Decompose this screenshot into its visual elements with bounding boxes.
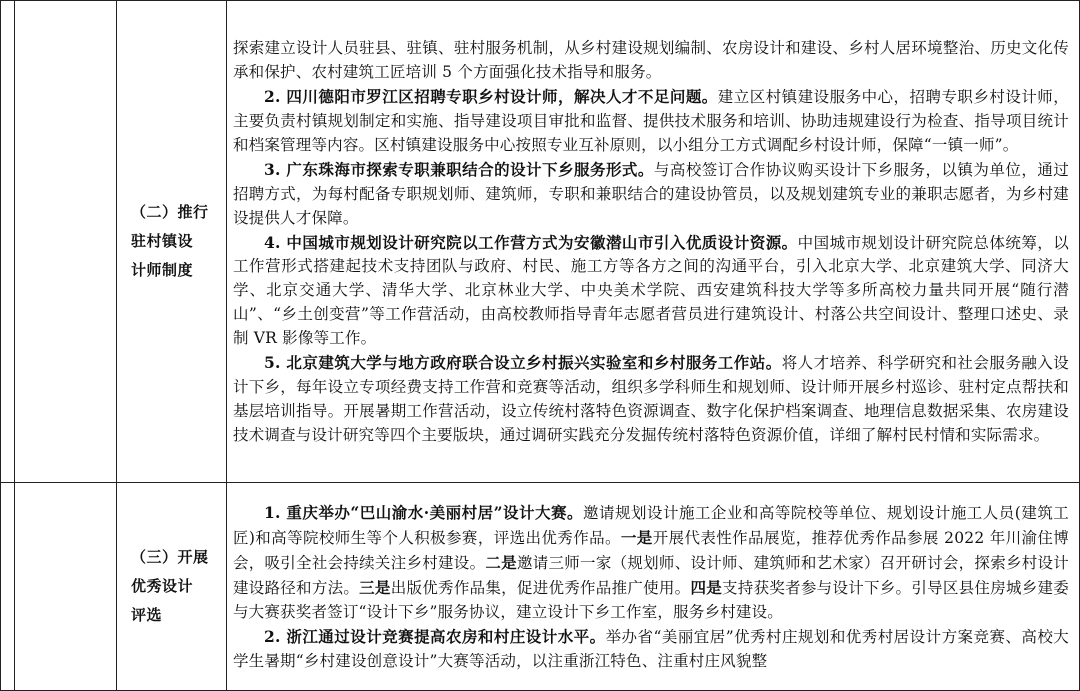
item-text: 出版优秀作品集，促进优秀作品推广使用。 <box>390 579 691 598</box>
item-lead: 5. 北京建筑大学与地方政府联合设立乡村振兴实验室和乡村服务工作站。 <box>263 353 782 373</box>
heading-line: （二）推行 <box>131 203 209 221</box>
blank-cell-a <box>1 483 15 691</box>
table-row-section-3 <box>1 483 1080 691</box>
item-lead: 1. 重庆举办“巴山渝水·美丽村居”设计大赛。 <box>263 503 583 523</box>
paragraph-item-4 <box>233 231 1069 352</box>
table-row-section-2 <box>1 1 1080 483</box>
paragraph-item-5 <box>233 351 1069 448</box>
item-lead: 4. 中国城市规划设计研究院以工作营方式为安徽潜山市引入优质设计资源。 <box>263 232 798 252</box>
item-text: 开展代表性作品展览，推荐优秀作品参展 2022 年川渝住博会，吸引全社会持续关注乡村建设。 <box>232 529 1069 573</box>
section-2-heading-cell <box>117 1 227 483</box>
heading-line: 优秀设计 <box>131 577 194 595</box>
item-text: 举办省“美丽宜居”优秀村庄规划和优秀村居设计方案竞赛、高校大学生暑期“乡村建设创意设计”大赛等活动，以注重浙江特色、注重村庄风貌整 <box>232 627 1069 670</box>
blank-cell-a <box>1 1 15 483</box>
ordinal-keyword: 三是 <box>359 578 391 598</box>
item-lead: 2. 浙江通过设计竞赛提高农房和村庄设计水平。 <box>263 626 606 646</box>
paragraph-item-1 <box>233 501 1069 625</box>
item-text: 中国城市规划设计研究院总体统筹，以工作营形式搭建起技术支持团队与政府、村民、施工方等各方之间的沟通平台，引入北京大学、北京建筑大学、同济大学、北京交通大学、清华大学、北京林业大学、中央美术学院、西安建筑科技大学等多所高校力量共同开展“随行潜山”、“乡土创变营”等工作营活动，由高校教师指导青年志愿者营员进行建筑设计、村落公共空间设计、整理口述史、录制 VR 影像等工作。 <box>232 233 1069 348</box>
paragraph-item-2 <box>233 625 1069 674</box>
item-lead: 3. 广东珠海市探索专职兼职结合的设计下乡服务形式。 <box>263 159 654 179</box>
item-text: 支持获奖者参与设计下乡。引导区县住房城乡建委与大赛获奖者签订“设计下乡”服务协议，建立设计下乡工作室，服务乡村建设。 <box>232 579 1069 621</box>
item-text: 邀请规划设计施工企业和高等院校等单位、规划设计施工人员(建筑工匠)和高等院校师生等个人积极参赛，评选出优秀作品。 <box>232 504 1070 548</box>
section-2-heading <box>131 198 220 285</box>
section-3-heading-cell <box>117 483 227 691</box>
blank-cell-b <box>15 1 117 483</box>
paragraph-intro: 探索建立设计人员驻县、驻镇、驻村服务机制，从乡村建设规划编制、农房设计和建设、乡村人居环境整治、历史文化传承和保护、农村建筑工匠培训 5 个方面强化技术指导和服务。 <box>232 39 1069 82</box>
item-lead: 2. 四川德阳市罗江区招聘专职乡村设计师，解决人才不足问题。 <box>263 87 718 107</box>
heading-line: 驻村镇设 <box>131 232 194 250</box>
heading-line: （三）开展 <box>131 548 209 566</box>
item-text: 将人才培养、科学研究和社会服务融入设计下乡，每年设立专项经费支持工作营和竞赛等活动，组织多学科师生和规划师、设计师开展乡村巡诊、驻村定点帮扶和基层培训指导。开展暑期工作营活动，设立传统村落特色资源调查、数字化保护档案调查、地理信息数据采集、农房建设技术调查与设计研究等四个主要版块，通过调研实践充分发掘传统村落特色资源价值，详细了解村民村情和实际需求。 <box>232 354 1069 444</box>
section-3-body-cell <box>226 483 1079 691</box>
ordinal-keyword: 四是 <box>690 578 723 598</box>
item-text: 建立区村镇建设服务中心，招聘专职乡村设计师，主要负责村镇规划制定和实施、指导建设项目审批和监督、提供技术服务和培训、协助违规建设行为检查、指导项目统计和档案管理等内容。区村镇建设服务中心按照专业互补原则，以小组分工方式调配乡村设计师，保障“一镇一师”。 <box>232 88 1069 154</box>
paragraph-item-2 <box>233 85 1069 158</box>
section-3-heading <box>131 543 220 630</box>
ordinal-keyword: 一是 <box>620 528 653 548</box>
item-text: 与高校签订合作协议购买设计下乡服务，以镇为单位，通过招聘方式，为每村配备专职规划师、建筑师，专职和兼职结合的建设协管员，以及规划建筑专业的兼职志愿者，为乡村建设提供人才保障。 <box>232 160 1069 227</box>
item-text: 邀请三师一家（规划师、设计师、建筑师和艺术家）召开研讨会，探索乡村设计建设路径和方法。 <box>232 554 1070 598</box>
ordinal-keyword: 二是 <box>485 553 517 573</box>
heading-line: 评选 <box>131 606 163 624</box>
paragraph-item-3 <box>233 158 1069 231</box>
blank-cell-b <box>15 483 117 691</box>
section-2-body-cell <box>226 1 1079 483</box>
heading-line: 计师制度 <box>131 261 194 279</box>
